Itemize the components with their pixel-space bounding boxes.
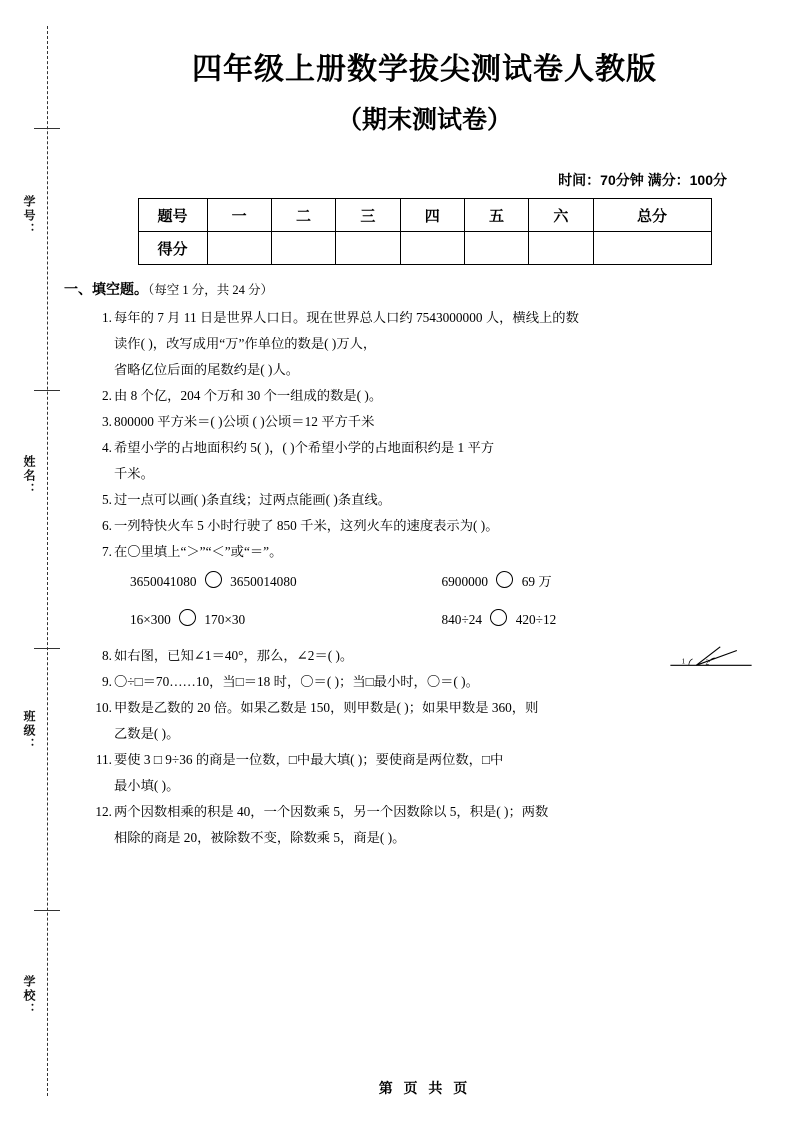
compare-item <box>442 569 754 595</box>
compare-row-2 <box>114 607 753 633</box>
question-line: 每年的 7 月 11 日是世界人口日。现在世界总人口约 7543000000 人，横线上的数 <box>114 310 579 325</box>
question-number: 10. <box>95 700 112 715</box>
question-6 <box>90 513 753 539</box>
question-8 <box>90 643 753 669</box>
question-line: 过一点可以画( )条直线；过两点能画( )条直线。 <box>114 492 392 507</box>
svg-text:1: 1 <box>681 656 686 666</box>
question-2 <box>90 383 753 409</box>
score-table-cell: 四 <box>400 199 464 232</box>
compare-item <box>130 607 442 633</box>
compare-circle[interactable] <box>179 609 196 626</box>
exam-page <box>56 0 793 1122</box>
compare-left: 6900000 <box>441 574 489 589</box>
compare-item <box>130 569 442 595</box>
page-title: 四年级上册数学拔尖测试卷人教版 <box>192 52 657 87</box>
question-line: 要使 3 □ 9÷36 的商是一位数，□中最大填( )；要使商是两位数，□中 <box>114 752 504 767</box>
score-input-cell[interactable] <box>336 232 400 265</box>
question-line: 乙数是( )。 <box>114 726 180 741</box>
question-number: 5. <box>102 492 112 507</box>
section-title: 一、填空题。 <box>64 282 148 298</box>
compare-left: 3650041080 <box>130 574 197 589</box>
question-number: 3. <box>102 414 112 429</box>
score-table-cell: 一 <box>207 199 271 232</box>
table-row <box>138 199 711 232</box>
question-number: 7. <box>102 544 112 559</box>
question-3 <box>90 409 753 435</box>
margin-label-student-id: 学号： <box>22 195 36 237</box>
svg-text:2: 2 <box>705 657 710 667</box>
page-subtitle: （期末测试卷） <box>336 105 512 134</box>
question-line: 千米。 <box>114 466 154 481</box>
question-1 <box>90 305 753 383</box>
score-input-cell[interactable] <box>207 232 271 265</box>
score-input-cell[interactable] <box>400 232 464 265</box>
question-number: 1. <box>102 310 112 325</box>
question-number: 2. <box>102 388 112 403</box>
question-list <box>56 305 793 851</box>
compare-right: 3650014080 <box>230 574 297 589</box>
question-line: 〇÷□＝70……10，当□＝18 时，〇＝( )；当□最小时，〇＝( )。 <box>114 674 479 689</box>
question-line: 最小填( )。 <box>114 778 180 793</box>
score-table-cell: 三 <box>336 199 400 232</box>
table-row <box>138 232 711 265</box>
score-input-cell[interactable] <box>529 232 593 265</box>
question-line: 读作( )，改写成用“万”作单位的数是( )万人， <box>114 336 377 351</box>
compare-item <box>442 607 754 633</box>
compare-circle[interactable] <box>496 571 513 588</box>
score-table-cell: 二 <box>271 199 335 232</box>
question-9 <box>90 669 753 695</box>
question-4 <box>90 435 753 487</box>
score-table-cell: 五 <box>464 199 528 232</box>
compare-row-1 <box>114 569 753 595</box>
question-line: 省略亿位后面的尾数约是( )人。 <box>114 362 300 377</box>
score-table-cell: 题号 <box>138 199 207 232</box>
left-margin <box>0 0 56 1122</box>
score-table-cell: 总分 <box>593 199 711 232</box>
question-line: 希望小学的占地面积约 5( )，( )个希望小学的占地面积约是 1 平方 <box>114 440 495 455</box>
question-7 <box>90 539 753 633</box>
question-number: 8. <box>102 648 112 663</box>
question-number: 6. <box>102 518 112 533</box>
question-line: 一列特快火车 5 小时行驶了 850 千米，这列火车的速度表示为( )。 <box>114 518 499 533</box>
score-input-cell[interactable] <box>593 232 711 265</box>
question-12 <box>90 799 753 851</box>
question-line: 相除的商是 20，被除数不变，除数乘 5，商是( )。 <box>114 830 406 845</box>
angle-figure-icon <box>665 645 757 669</box>
score-input-cell[interactable] <box>271 232 335 265</box>
question-number: 9. <box>102 674 112 689</box>
compare-right: 170×30 <box>204 612 246 627</box>
dashed-fold-line <box>47 26 48 1096</box>
question-line: 甲数是乙数的 20 倍。如果乙数是 150，则甲数是( )；如果甲数是 360，则 <box>114 700 539 715</box>
compare-circle[interactable] <box>490 609 507 626</box>
compare-right: 69 万 <box>521 574 552 589</box>
margin-label-school: 学校： <box>22 975 36 1017</box>
question-line: 由 8 个亿，204 个万和 30 个一组成的数是( )。 <box>114 388 383 403</box>
score-table <box>138 198 712 265</box>
compare-circle[interactable] <box>205 571 222 588</box>
question-number: 4. <box>102 440 112 455</box>
question-line: 在〇里填上“＞”“＜”或“＝”。 <box>114 544 283 559</box>
section-heading <box>64 279 793 299</box>
question-line: 800000 平方米＝( )公顷 ( )公顷＝12 平方千米 <box>114 414 375 429</box>
score-input-cell[interactable] <box>464 232 528 265</box>
question-5 <box>90 487 753 513</box>
score-table-cell: 得分 <box>138 232 207 265</box>
page-footer: 第 页 共 页 <box>378 1081 471 1097</box>
question-number: 11. <box>95 752 112 767</box>
margin-label-name: 姓名： <box>22 455 36 497</box>
question-number: 12. <box>95 804 112 819</box>
compare-left: 840÷24 <box>441 612 483 627</box>
score-table-cell: 六 <box>529 199 593 232</box>
question-line: 两个因数相乘的积是 40，一个因数乘 5，另一个因数除以 5，积是( )；两数 <box>114 804 549 819</box>
exam-meta: 时间：70分钟 满分：100分 <box>558 172 727 188</box>
question-line: 如右图，已知∠1＝40°，那么，∠2＝( )。 <box>114 648 354 663</box>
question-10 <box>90 695 753 747</box>
compare-left: 16×300 <box>130 612 171 627</box>
section-note: （每空 1 分，共 24 分） <box>148 283 274 297</box>
compare-right: 420÷12 <box>515 612 557 627</box>
margin-label-class: 班级： <box>22 710 36 752</box>
question-11 <box>90 747 753 799</box>
